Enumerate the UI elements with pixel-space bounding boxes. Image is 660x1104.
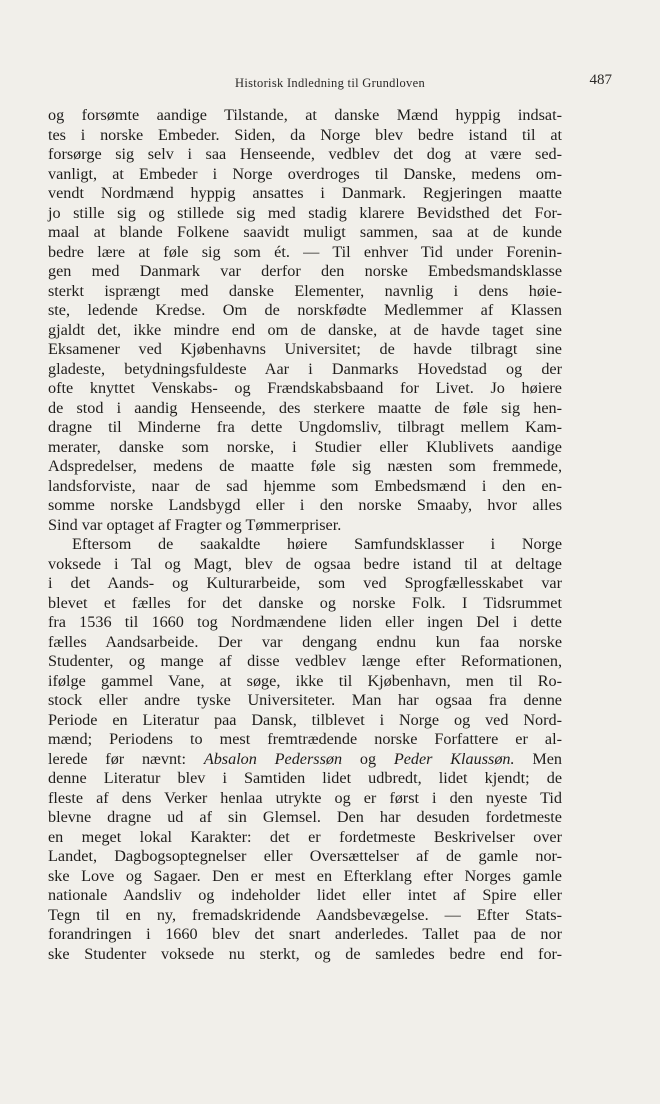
text-line: vendt Nordmænd hyppig ansattes i Danmark. Regjeringen maatte <box>48 184 562 202</box>
paragraph-2 <box>48 535 562 964</box>
text-line: Landet, Dagbogsoptegnelser eller Oversættelser af de gamle nor- <box>48 847 562 865</box>
text-line: jo stille sig og stillede sig med stadig klarere Bevidsthed det For- <box>48 203 562 222</box>
text-line: bedre lære at føle sig som ét. — Til enhver Tid under Forenin- <box>48 242 562 261</box>
text-line: mænd; Periodens to mest fremtrædende norske Forfattere er al- <box>48 730 562 748</box>
text-line: vanligt, at Embeder i Norge overdroges til Danske, medens om- <box>48 164 562 183</box>
text-line: ofte knyttet Venskabs- og Frændskabsbaand for Livet. Jo høiere <box>48 379 562 397</box>
text-fragment: lerede før nævnt: <box>48 749 204 768</box>
text-line: sterkt isprængt med danske Elementer, navnlig i dens høie- <box>48 281 562 300</box>
body-text <box>48 106 562 964</box>
text-line: fra 1536 til 1660 tog Nordmændene liden eller ingen Del i dette <box>48 613 562 631</box>
text-line: ifølge gammel Vane, at søge, ikke til Kjøbenhavn, men til Ro- <box>48 671 562 690</box>
text-line: Studenter, og mange af disse vedblev længe efter Reformationen, <box>48 652 562 670</box>
text-line: ske Studenter voksede nu sterkt, og de samledes bedre end for- <box>48 944 562 963</box>
text-line-names <box>48 750 562 770</box>
text-line: Periode en Literatur paa Dansk, tilblevet i Norge og ved Nord- <box>48 710 562 729</box>
text-line: tes i norske Embeder. Siden, da Norge blev bedre istand til at <box>48 125 562 144</box>
text-line: somme norske Landsbygd eller i den norske Smaaby, hvor alles <box>48 496 562 514</box>
text-line: ske Love og Sagaer. Den er mest en Efterklang efter Norges gamle <box>48 866 562 885</box>
text-line: i det Aands- og Kulturarbeide, som ved Sprogfællesskabet var <box>48 574 562 592</box>
text-line: Adspredelser, medens de maatte føle sig næsten som fremmede, <box>48 457 562 475</box>
paragraph-1 <box>48 106 562 535</box>
text-line: Eksamener ved Kjøbenhavns Universitet; de havde tilbragt sine <box>48 340 562 358</box>
running-header <box>48 70 612 94</box>
text-line: dragne til Minderne fra dette Ungdomsliv, tilbragt mellem Kam- <box>48 418 562 436</box>
text-line: gen med Danmark var derfor den norske Embedsmandsklasse <box>48 262 562 280</box>
text-line: blevne dragne ud af sin Glemsel. Den har desuden fordetmeste <box>48 808 562 826</box>
text-line: denne Literatur blev i Samtiden lidet udbredt, lidet kjendt; de <box>48 769 562 787</box>
text-line: forandringen i 1660 blev det snart anderledes. Tallet paa de nor <box>48 925 562 943</box>
page-number: 487 <box>589 72 612 88</box>
text-line: Eftersom de saakaldte høiere Samfundsklasser i Norge <box>72 535 562 553</box>
text-line: nationale Aandsliv og indeholder lidet eller intet af Spire eller <box>48 886 562 904</box>
text-line: fleste af dens Verker henlaa utrykte og er først i den nyeste Tid <box>48 788 562 807</box>
text-line: en meget lokal Karakter: det er fordetmeste Beskrivelser over <box>48 827 562 846</box>
text-line: forsørge sig selv i saa Henseende, vedblev det dog at være sed- <box>48 145 562 163</box>
text-line: stock eller andre tyske Universiteter. Man har ogsaa fra denne <box>48 691 562 709</box>
text-line: maal at blande Folkene saavidt muligt sammen, saa at de kunde <box>48 223 562 241</box>
text-line: Tegn til en ny, fremadskridende Aandsbevægelse. — Efter Stats- <box>48 905 562 924</box>
text-line: gjaldt det, ikke mindre end om de danske, at de havde taget sine <box>48 320 562 339</box>
text-line: Sind var optaget af Fragter og Tømmerpriser. <box>48 515 342 534</box>
author-name-absalon: Absalon Pederssøn <box>203 749 343 768</box>
text-line: gladeste, betydningsfuldeste Aar i Danmarks Hovedstad og der <box>48 359 562 378</box>
text-line: fælles Aandsarbeide. Der var dengang endnu kun faa norske <box>48 632 562 651</box>
text-line: blevet et fælles for det danske og norske Folk. I Tidsrummet <box>48 593 562 612</box>
text-fragment: og <box>342 749 394 768</box>
text-line: ste, ledende Kredse. Om de norskfødte Medlemmer af Klassen <box>48 301 562 319</box>
text-line: de stod i aandig Henseende, des sterkere maatte de føle sig hen- <box>48 398 562 417</box>
running-title: Historisk Indledning til Grundloven <box>235 76 425 90</box>
author-name-peder: Peder Klaussøn. <box>393 749 515 768</box>
text-line: voksede i Tal og Magt, blev de ogsaa bedre istand til at deltage <box>48 554 562 573</box>
text-line: merater, danske som norske, i Studier eller Klublivets aandige <box>48 437 562 456</box>
text-line: landsforviste, naar de sad hjemme som Embedsmænd i den en- <box>48 476 562 495</box>
text-line: og forsømte aandige Tilstande, at danske Mænd hyppig indsat- <box>48 106 562 124</box>
text-fragment: Men <box>514 749 563 768</box>
